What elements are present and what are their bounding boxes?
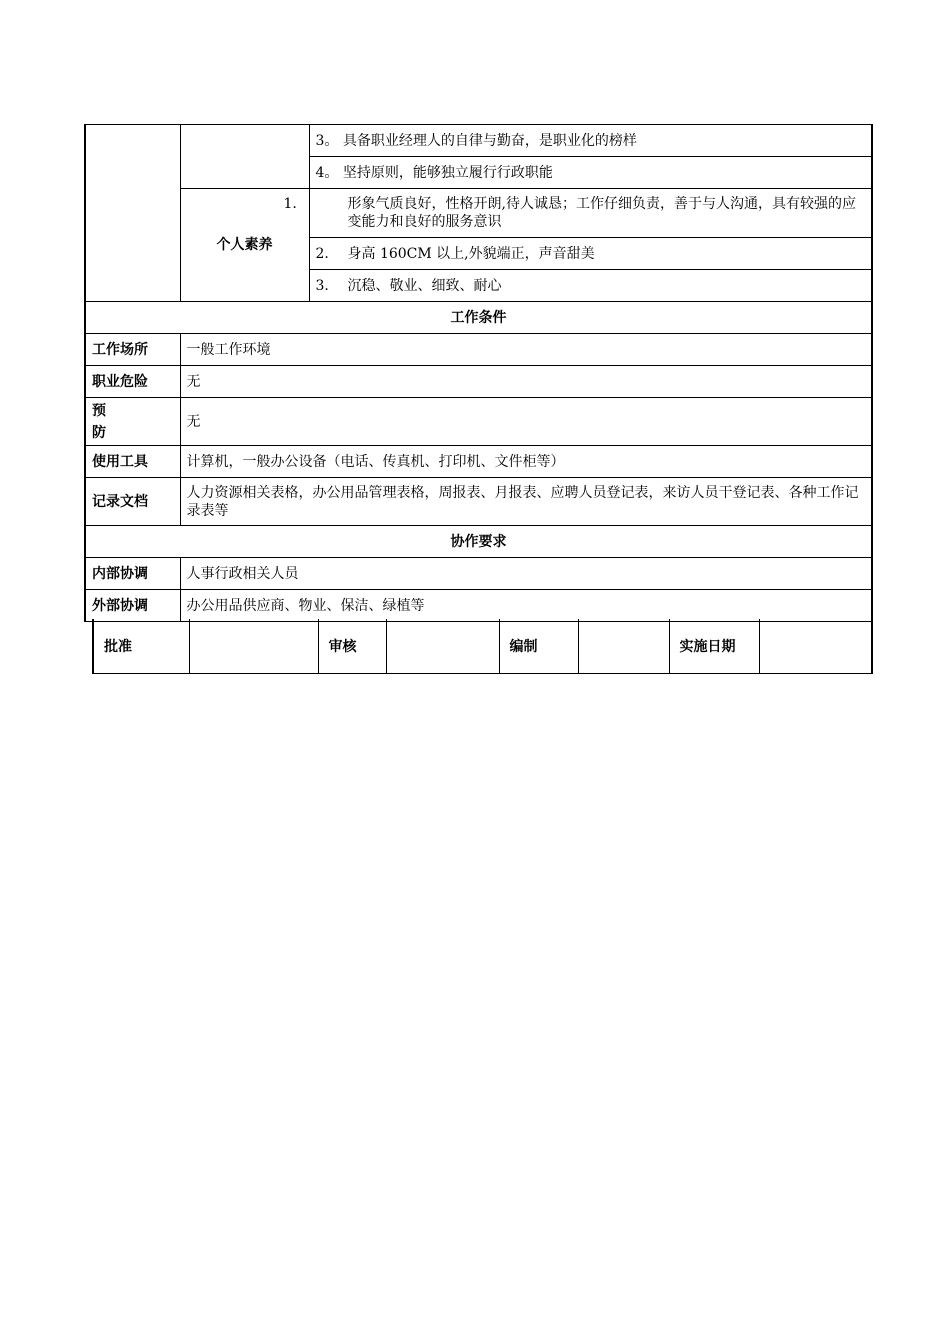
qualification-item xyxy=(309,157,872,189)
qualification-item xyxy=(309,125,872,157)
prevention-label-line1: 预 xyxy=(92,402,106,419)
tools-label: 使用工具 xyxy=(85,446,180,478)
item-number: 3. xyxy=(315,277,329,294)
date-field xyxy=(759,619,872,673)
records-value: 人力资源相关表格，办公用品管理表格，周报表、月报表、应聘人员登记表，来访人员干登记表、各种工作记录表等 xyxy=(180,478,872,526)
section-header-row xyxy=(85,302,872,334)
cooperation-header: 协作要求 xyxy=(85,526,872,558)
signoff-table xyxy=(92,619,873,674)
item-number: 1. xyxy=(283,196,297,212)
prepare-field xyxy=(578,619,669,673)
external-coordination-value: 办公用品供应商、物业、保洁、绿植等 xyxy=(180,590,872,622)
prevention-label xyxy=(85,398,180,446)
tools-value: 计算机，一般办公设备（电话、传真机、打印机、文件柜等） xyxy=(180,446,872,478)
cooperation-row xyxy=(85,558,872,590)
review-field xyxy=(386,619,499,673)
approve-field xyxy=(189,619,318,673)
prevention-value: 无 xyxy=(180,398,872,446)
work-condition-row xyxy=(85,334,872,366)
personal-quality-row xyxy=(85,189,872,238)
work-condition-row xyxy=(85,398,872,446)
item-number: 4。 xyxy=(315,164,339,181)
section-label-cell xyxy=(85,125,180,302)
personal-quality-item xyxy=(283,189,872,238)
work-conditions-header: 工作条件 xyxy=(85,302,872,334)
workplace-label: 工作场所 xyxy=(85,334,180,366)
date-label: 实施日期 xyxy=(669,619,759,673)
work-condition-row xyxy=(85,446,872,478)
work-condition-row xyxy=(85,478,872,526)
item-number: 3。 xyxy=(315,132,339,149)
personal-quality-item xyxy=(309,270,872,302)
approve-label: 批准 xyxy=(93,619,189,673)
signoff-row xyxy=(93,619,872,673)
occupational-hazard-label: 职业危险 xyxy=(85,366,180,398)
personal-quality-label: 个人素养 xyxy=(180,189,309,302)
sub-label-cell xyxy=(180,125,309,189)
internal-coordination-value: 人事行政相关人员 xyxy=(180,558,872,590)
prevention-label-line2: 防 xyxy=(92,424,106,441)
qualification-row xyxy=(85,125,872,157)
personal-quality-item xyxy=(309,238,872,270)
workplace-value: 一般工作环境 xyxy=(180,334,872,366)
internal-coordination-label: 内部协调 xyxy=(85,558,180,590)
work-condition-row xyxy=(85,366,872,398)
item-text: 形象气质良好，性格开朗,待人诚恳；工作仔细负责，善于与人沟通，具有较强的应变能力和良好的服务意识 xyxy=(347,196,856,230)
occupational-hazard-value: 无 xyxy=(180,366,872,398)
section-header-row xyxy=(85,526,872,558)
job-description-table xyxy=(84,124,873,622)
item-text: 沉稳、敬业、细致、耐心 xyxy=(347,277,502,294)
external-coordination-label: 外部协调 xyxy=(85,590,180,622)
cooperation-row xyxy=(85,590,872,622)
review-label: 审核 xyxy=(318,619,386,673)
item-text: 身高 160CM 以上,外貌端正，声音甜美 xyxy=(347,245,595,262)
item-text: 具备职业经理人的自律与勤奋，是职业化的榜样 xyxy=(342,132,637,149)
item-number: 2. xyxy=(315,245,329,262)
prepare-label: 编制 xyxy=(499,619,578,673)
records-label: 记录文档 xyxy=(85,478,180,526)
item-text: 坚持原则，能够独立履行行政职能 xyxy=(342,164,553,181)
